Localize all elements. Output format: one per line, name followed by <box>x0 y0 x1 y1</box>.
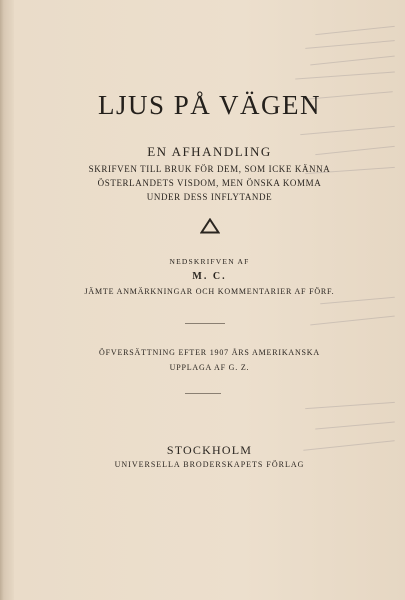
translation-line: UPPLAGA AF G. Z. <box>169 363 250 372</box>
description-line: UNDER DESS INFLYTANDE <box>146 192 273 202</box>
page-gutter <box>0 0 14 600</box>
divider <box>185 393 221 394</box>
imprint-city: STOCKHOLM <box>166 443 253 457</box>
description-line: ÖSTERLANDETS VISDOM, MEN ÖNSKA KOMMA <box>97 178 322 188</box>
symbol <box>14 218 405 239</box>
byline-label: NEDSKRIFVEN AF <box>169 257 250 266</box>
notes-line: JÄMTE ANMÄRKNINGAR OCH KOMMENTARIER AF FÖRF. <box>84 287 335 296</box>
translation-info <box>14 345 405 375</box>
title-page <box>14 0 405 600</box>
translation-line: ÖFVERSÄTTNING EFTER 1907 ÅRS AMERIKANSKA <box>99 348 320 357</box>
book-title: LJUS PÅ VÄGEN <box>97 90 322 120</box>
triangle-icon <box>200 218 220 234</box>
description-line: SKRIFVEN TILL BRUK FÖR DEM, SOM ICKE KÄNNA <box>88 164 331 174</box>
book-subtitle: EN AFHANDLING <box>147 144 272 159</box>
author: M. C. <box>192 271 227 282</box>
divider <box>185 323 225 324</box>
book-description <box>14 162 405 204</box>
imprint-publisher: UNIVERSELLA BRODERSKAPETS FÖRLAG <box>114 460 305 469</box>
